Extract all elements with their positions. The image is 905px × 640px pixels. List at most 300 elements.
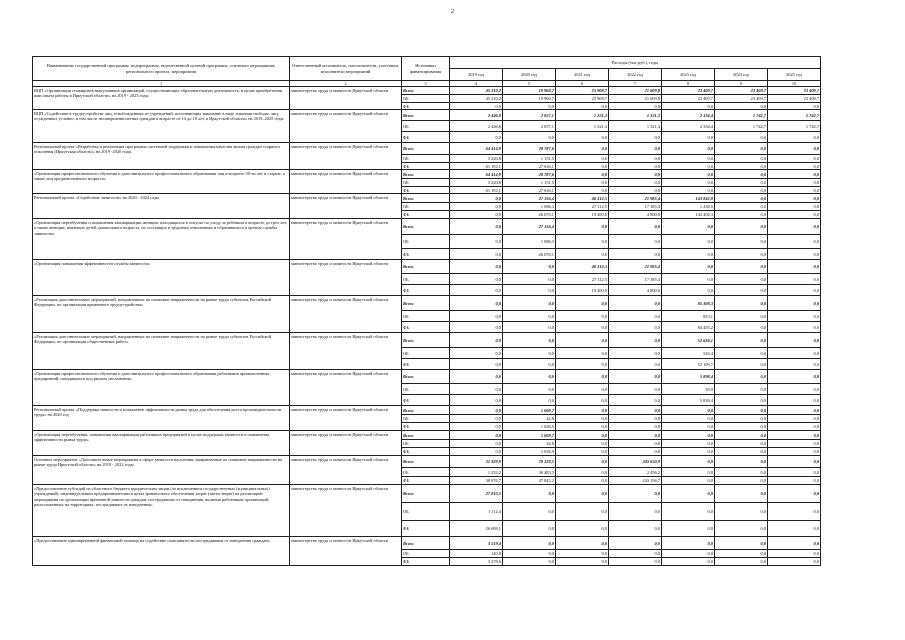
amount-cell: 0,0 [556,143,609,155]
amount-cell: 0,0 [609,440,662,448]
amount-cell: 0,0 [768,384,821,395]
amount-cell: 0,0 [556,406,609,415]
amount-cell: 26 070,1 [503,211,556,219]
item-name: «Организация профессионального обучения и дополнительного профессионального образования лиц в возрасте 50-ти лет и старше, а также лиц предпенсионного возраста» [33,170,290,194]
amount-cell: 0,0 [715,203,768,211]
amount-cell: 0,0 [503,550,556,558]
amount-cell: 0,0 [662,285,715,296]
funding-source: ФБ [402,285,450,296]
funding-source: Всего [402,219,450,235]
amount-cell: 3 220,8 [450,179,503,187]
amount-cell: 0,0 [609,179,662,187]
item-responsible: министерство труда и занятости Иркутской области [290,170,402,194]
amount-cell: 0,0 [768,274,821,285]
funding-source: ОБ [402,235,450,249]
amount-cell: 0,0 [503,132,556,143]
amount-cell: 0,0 [450,348,503,359]
funding-source: ОБ [402,468,450,477]
amount-cell: 0,0 [556,163,609,170]
amount-cell: 19 200,0 [556,211,609,219]
amount-cell: 64 414,9 [450,143,503,155]
amount-cell: 0,0 [556,322,609,333]
amount-cell: 0,0 [768,456,821,468]
header-expenses: Расходы (тыс.руб.), годы [450,57,821,69]
amount-cell: 0,0 [715,395,768,406]
column-index: 6 [556,81,609,87]
amount-cell: 0,0 [715,274,768,285]
amount-cell: 140,8 [450,550,503,558]
amount-cell: 0,0 [768,395,821,406]
item-responsible: министерство труда и занятости Иркутской области [290,296,402,333]
item-responsible: министерство труда и занятости Иркутской области [290,143,402,170]
amount-cell: 0,0 [715,485,768,503]
item-responsible: министерство труда и занятости Иркутской области [290,406,402,431]
amount-cell: 0,0 [662,468,715,477]
amount-cell: 0,0 [662,249,715,260]
amount-cell: 0,0 [556,333,609,348]
amount-cell: 0,0 [450,103,503,110]
amount-cell: 0,0 [768,296,821,311]
amount-cell: 26 070,1 [503,249,556,260]
amount-cell: 0,0 [503,384,556,395]
item-responsible: министерство труда и занятости Иркутской области [290,370,402,406]
funding-source: ФБ [402,103,450,110]
amount-cell: 0,0 [768,440,821,448]
funding-source: ОБ [402,179,450,187]
amount-cell: 0,0 [662,406,715,415]
header-responsible: Ответственный исполнитель, соисполнители, участники, исполнители мероприятий [290,57,402,81]
amount-cell: 46 312,5 [556,260,609,274]
amount-cell: 0,0 [556,503,609,521]
amount-cell: 2 456,2 [609,468,662,477]
amount-cell: 0,0 [768,187,821,194]
amount-cell: 0,0 [450,423,503,431]
amount-cell: 17 185,4 [609,203,662,211]
amount-cell: 0,0 [450,132,503,143]
item-responsible: министерство труда и занятости Иркутской области [290,194,402,219]
item-responsible: министерство труда и занятости Иркутской области [290,333,402,370]
amount-cell: 27 810,5 [450,485,503,503]
table-row [33,170,821,179]
amount-cell: 0,0 [503,359,556,370]
amount-cell: 0,0 [450,311,503,322]
column-index: 5 [503,81,556,87]
table-row [33,431,821,440]
amount-cell: 0,0 [450,211,503,219]
amount-cell: 21 985,4 [609,260,662,274]
amount-cell: 0,0 [556,348,609,359]
amount-cell: 27 112,5 [556,274,609,285]
amount-cell: 19 960,7 [503,95,556,103]
amount-cell: 0,0 [662,219,715,235]
amount-cell: 42,8 [503,415,556,423]
amount-cell: 0,0 [768,477,821,485]
amount-cell: 0,0 [450,296,503,311]
amount-cell: 0,0 [662,521,715,537]
amount-cell: 42,8 [503,440,556,448]
amount-cell: 0,0 [715,333,768,348]
funding-source: ОБ [402,203,450,211]
amount-cell: 0,0 [715,384,768,395]
amount-cell: 0,0 [503,558,556,566]
funding-source: Всего [402,110,450,121]
amount-cell: 0,0 [609,406,662,415]
funding-source: ФБ [402,322,450,333]
amount-cell: 0,0 [556,370,609,384]
amount-cell: 25 908,7 [556,95,609,103]
amount-cell: 0,0 [609,163,662,170]
amount-cell: 0,0 [609,333,662,348]
item-responsible: министерство труда и занятости Иркутской области [290,110,402,143]
amount-cell: 27 636,1 [503,187,556,194]
table-row [33,260,821,274]
amount-cell: 0,0 [503,103,556,110]
amount-cell: 0,0 [609,558,662,566]
amount-cell: 0,0 [715,558,768,566]
amount-cell: 0,0 [715,311,768,322]
amount-cell: 1 742,7 [715,110,768,121]
table-row [33,485,821,503]
amount-cell: 0,0 [662,431,715,440]
header-year: 2024 год [715,69,768,81]
amount-cell: 0,0 [503,285,556,296]
amount-cell: 0,0 [556,550,609,558]
funding-source: ОБ [402,415,450,423]
amount-cell: 4 800,0 [609,211,662,219]
amount-cell: 0,0 [715,235,768,249]
funding-source: Всего [402,170,450,179]
amount-cell: 143 842,8 [662,194,715,203]
amount-cell: 142 404,3 [662,211,715,219]
amount-cell: 3 519,4 [450,537,503,550]
amount-cell: 0,0 [503,503,556,521]
amount-cell: 1 151,5 [503,179,556,187]
amount-cell: 1 086,3 [503,235,556,249]
amount-cell: 0,0 [503,260,556,274]
funding-source: ФБ [402,395,450,406]
amount-cell: 0,0 [450,194,503,203]
header-year: 2019 год [450,69,503,81]
amount-cell: 0,0 [715,322,768,333]
page-number: 2 [451,9,454,15]
funding-source: Всего [402,143,450,155]
amount-cell: 19 200,0 [556,285,609,296]
amount-cell: 0,0 [768,485,821,503]
funding-source: ФБ [402,163,450,170]
amount-cell: 78 328,5 [503,456,556,468]
amount-cell: 0,0 [609,219,662,235]
amount-cell: 1 742,7 [768,110,821,121]
amount-cell: 52 636,1 [662,333,715,348]
amount-cell: 0,0 [609,415,662,423]
amount-cell: 0,0 [556,359,609,370]
amount-cell: 0,0 [715,194,768,203]
amount-cell: 0,0 [715,179,768,187]
item-name: «Организация профессионального обучения и дополнительного профессионального образования работников промышленных предприятий, находящихся под риском увольнения» [33,370,290,406]
amount-cell: 0,0 [556,219,609,235]
funding-source: Всего [402,194,450,203]
amount-cell: 2 057,1 [503,110,556,121]
amount-cell: 1 086,3 [503,203,556,211]
amount-cell: 853,1 [662,311,715,322]
amount-cell: 0,0 [556,423,609,431]
amount-cell: 0,0 [715,187,768,194]
amount-cell: 21 985,4 [609,194,662,203]
funding-source: Всего [402,370,450,384]
amount-cell: 0,0 [768,550,821,558]
amount-cell: 0,0 [609,384,662,395]
amount-cell: 0,0 [450,370,503,384]
funding-source: ОБ [402,550,450,558]
amount-cell: 0,0 [503,521,556,537]
funding-source: Всего [402,406,450,415]
amount-cell: 0,0 [450,406,503,415]
funding-source: ФБ [402,477,450,485]
amount-cell: 1 742,7 [715,121,768,132]
amount-cell: 0,0 [715,503,768,521]
amount-cell: 0,0 [768,143,821,155]
amount-cell: 0,0 [768,235,821,249]
amount-cell: 0,0 [715,477,768,485]
amount-cell: 0,0 [556,485,609,503]
amount-cell: 0,0 [715,456,768,468]
table-row [33,456,821,468]
amount-cell: 0,0 [662,440,715,448]
amount-cell: 1 253,2 [450,468,503,477]
amount-cell: 23 409,7 [715,87,768,95]
amount-cell: 1 321,3 [609,110,662,121]
amount-cell: 0,0 [609,448,662,456]
amount-cell: 3 220,8 [450,155,503,163]
amount-cell: 0,0 [609,143,662,155]
header-year: 2021 год [556,69,609,81]
amount-cell: 0,0 [503,333,556,348]
amount-cell: 0,0 [662,423,715,431]
amount-cell: 0,0 [609,550,662,558]
amount-cell: 0,0 [715,211,768,219]
amount-cell: 0,0 [662,132,715,143]
amount-cell: 0,0 [662,448,715,456]
amount-cell: 0,0 [715,170,768,179]
amount-cell: 0,0 [662,456,715,468]
amount-cell: 27 636,1 [503,163,556,170]
amount-cell: 0,0 [768,155,821,163]
amount-cell: 0,0 [609,521,662,537]
amount-cell: 27 112,5 [556,203,609,211]
amount-cell: 17 185,4 [609,274,662,285]
amount-cell: 0,0 [768,558,821,566]
amount-cell: 19 960,7 [503,87,556,95]
amount-cell: 84 455,2 [662,322,715,333]
amount-cell: 0,0 [450,219,503,235]
amount-cell: 0,0 [768,249,821,260]
item-name: «Предоставление единовременной финансовой помощи на содействие самозанятости пострадавшим от наводнения граждан» [33,537,290,566]
amount-cell: 0,0 [556,558,609,566]
amount-cell: 0,0 [556,440,609,448]
item-name: «Организация переобучения и повышения квалификации женщин, находящихся в отпуске по уходу за ребенком в возрасте до трех лет, а также женщин, имеющих детей дошкольного возраста, не состоящих в трудовых отношениях и обратившихся в органы службы занятости» [33,219,290,260]
amount-cell: 0,0 [662,187,715,194]
amount-cell: 1 151,5 [503,155,556,163]
amount-cell: 0,0 [662,103,715,110]
amount-cell: 0,0 [768,359,821,370]
amount-cell: 0,0 [768,260,821,274]
amount-cell: 0,0 [450,440,503,448]
table-row [33,110,821,121]
amount-cell: 21 609,0 [609,95,662,103]
amount-cell: 0,0 [715,359,768,370]
amount-cell: 1 742,7 [768,121,821,132]
amount-cell: 0,0 [503,348,556,359]
amount-cell: 0,0 [609,155,662,163]
funding-source: ОБ [402,384,450,395]
amount-cell: 0,0 [715,550,768,558]
amount-cell: 0,0 [768,333,821,348]
column-index: 3 [402,81,450,87]
amount-cell: 0,0 [450,431,503,440]
funding-source: ОБ [402,348,450,359]
table-row [33,333,821,348]
amount-cell: 46 312,5 [556,194,609,203]
amount-cell: 0,0 [556,249,609,260]
column-index: 2 [290,81,402,87]
amount-cell: 0,0 [556,521,609,537]
amount-cell: 23 409,7 [662,87,715,95]
amount-cell: 0,0 [768,311,821,322]
amount-cell: 25 908,7 [556,87,609,95]
amount-cell: 0,0 [503,370,556,384]
amount-cell: 526,4 [662,348,715,359]
amount-cell: 0,0 [715,249,768,260]
amount-cell: 0,0 [768,406,821,415]
amount-cell: 0,0 [556,448,609,456]
amount-cell: 0,0 [556,395,609,406]
amount-cell: 0,0 [715,260,768,274]
amount-cell: 0,0 [450,285,503,296]
amount-cell: 0,0 [715,423,768,431]
funding-source: ОБ [402,95,450,103]
amount-cell: 0,0 [450,203,503,211]
amount-cell: 0,0 [556,296,609,311]
amount-cell: 0,0 [556,155,609,163]
header-year: 2022 год [609,69,662,81]
item-responsible: министерство труда и занятости Иркутской области [290,87,402,110]
amount-cell: 0,0 [768,348,821,359]
amount-cell: 0,0 [662,415,715,423]
amount-cell: 30 483,3 [503,468,556,477]
amount-cell: 0,0 [768,163,821,170]
amount-cell: 0,0 [768,211,821,219]
item-name: Региональный проект «Поддержка занятости и повышение эффективности рынка труда для обеспечения роста производительности труда» на 2020 год [33,406,290,431]
funding-source: ОБ [402,311,450,322]
amount-cell: 0,0 [662,143,715,155]
amount-cell: 2 334,4 [662,110,715,121]
amount-cell: 27 156,4 [503,194,556,203]
amount-cell: 0,0 [768,170,821,179]
amount-cell: 0,0 [715,219,768,235]
funding-source: Всего [402,333,450,348]
amount-cell: 0,0 [662,485,715,503]
amount-cell: 45 210,2 [450,95,503,103]
amount-cell: 0,0 [768,503,821,521]
amount-cell: 0,0 [715,406,768,415]
amount-cell: 0,0 [556,103,609,110]
amount-cell: 0,0 [715,155,768,163]
amount-cell: 0,0 [609,503,662,521]
amount-cell: 0,0 [609,249,662,260]
column-index: 10 [768,81,821,87]
amount-cell: 1 321,3 [556,121,609,132]
amount-cell: 0,0 [768,322,821,333]
amount-cell: 0,0 [556,431,609,440]
amount-cell: 0,0 [450,333,503,348]
amount-cell: 0,0 [662,179,715,187]
amount-cell: 0,0 [609,485,662,503]
amount-cell: 0,0 [450,384,503,395]
amount-cell: 1 069,7 [503,431,556,440]
amount-cell: 0,0 [556,537,609,550]
item-responsible: министерство труда и занятости Иркутской области [290,260,402,296]
amount-cell: 27 156,4 [503,219,556,235]
amount-cell: 2 446,8 [450,121,503,132]
amount-cell: 0,0 [556,456,609,468]
amount-cell: 0,0 [450,274,503,285]
amount-cell: 0,0 [768,431,821,440]
item-name: «Предоставление субсидий из областного бюджета юридическим лицам (за исключением государственных (муниципальных) учреждений), индивидуальным предпринимателям в целях финансового обеспечения затрат (части затрат) на реализацию мероприятия по организации временной занятости граждан, пострадавших от наводнения, включая работников организаций, расположенных на территориях, пострадавших от наводнения» [33,485,290,537]
amount-cell: 0,0 [662,550,715,558]
amount-cell: 0,0 [662,170,715,179]
amount-cell: 243 194,7 [609,477,662,485]
amount-cell: 0,0 [609,187,662,194]
amount-cell: 0,0 [768,537,821,550]
header-year: 2023 год [662,69,715,81]
amount-cell: 2 446,8 [450,110,503,121]
amount-cell: 0,0 [768,103,821,110]
amount-cell: 85 308,3 [662,296,715,311]
amount-cell: 0,0 [503,322,556,333]
amount-cell: 21 609,0 [609,87,662,95]
amount-cell: 0,0 [450,249,503,260]
amount-cell: 0,0 [662,235,715,249]
amount-cell: 0,0 [503,274,556,285]
amount-cell: 0,0 [715,440,768,448]
funding-source: ФБ [402,448,450,456]
amount-cell: 0,0 [609,322,662,333]
amount-cell: 26 698,1 [450,521,503,537]
amount-cell: 0,0 [556,170,609,179]
table-row [33,194,821,203]
table-body [33,87,821,566]
amount-cell: 0,0 [715,431,768,440]
item-responsible: министерство труда и занятости Иркутской области [290,431,402,456]
amount-cell: 0,0 [450,260,503,274]
amount-cell: 0,0 [450,322,503,333]
amount-cell: 1 438,5 [662,203,715,211]
amount-cell: 23 409,7 [768,95,821,103]
amount-cell: 0,0 [609,311,662,322]
amount-cell: 0,0 [768,521,821,537]
amount-cell: 0,0 [450,395,503,406]
column-index: 4 [450,81,503,87]
amount-cell: 0,0 [768,468,821,477]
funding-source: Всего [402,431,450,440]
amount-cell: 59,0 [662,384,715,395]
amount-cell: 0,0 [715,537,768,550]
header-source: Источники финансирования [402,57,450,81]
table-row [33,219,821,235]
amount-cell: 0,0 [503,395,556,406]
funding-source: Всего [402,87,450,95]
item-responsible: министерство труда и занятости Иркутской области [290,485,402,537]
